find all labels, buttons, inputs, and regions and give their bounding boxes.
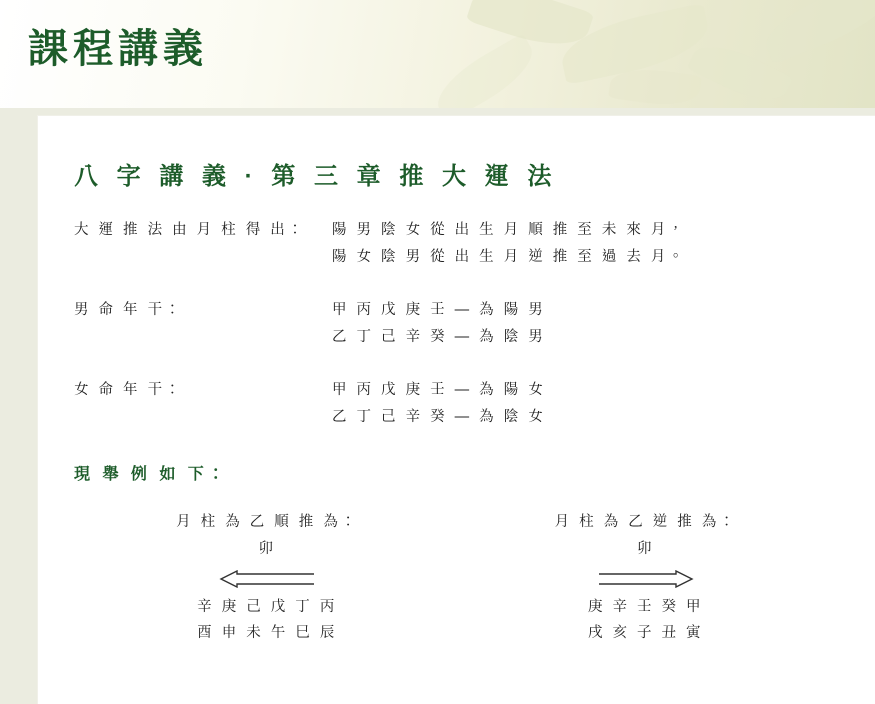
example-stems: 辛 庚 己 戊 丁 丙 bbox=[197, 599, 338, 615]
document-title: 八 字 講 義 · 第 三 章 推 大 運 法 bbox=[74, 163, 558, 190]
leaf-decoration-icon bbox=[757, 0, 875, 65]
definition-label: 男 命 年 干： bbox=[74, 302, 183, 318]
definition-line: 甲 丙 戊 庚 壬 — 為 陽 女 bbox=[332, 382, 546, 398]
example-branch: 卯 bbox=[637, 541, 655, 557]
definition-line: 陽 女 陰 男 從 出 生 月 逆 推 至 過 去 月。 bbox=[332, 249, 686, 265]
definition-row bbox=[74, 217, 875, 271]
definition-value bbox=[332, 297, 546, 351]
definition-list bbox=[74, 217, 875, 431]
content-sheet bbox=[38, 116, 875, 704]
definition-line: 甲 丙 戊 庚 壬 — 為 陽 男 bbox=[332, 302, 546, 318]
example-backward bbox=[457, 510, 836, 646]
arrow-right-icon bbox=[457, 564, 836, 594]
definition-value bbox=[332, 377, 546, 431]
leaf-decoration-icon bbox=[427, 33, 542, 108]
definition-line: 乙 丁 己 辛 癸 — 為 陰 男 bbox=[332, 329, 546, 345]
page-background bbox=[0, 108, 875, 704]
example-stems: 庚 辛 壬 癸 甲 bbox=[587, 599, 704, 615]
example-title: 月 柱 為 乙 逆 推 為： bbox=[554, 514, 737, 530]
definition-line: 乙 丁 己 辛 癸 — 為 陰 女 bbox=[332, 409, 546, 425]
definition-value bbox=[332, 217, 686, 271]
arrow-left-icon bbox=[78, 564, 457, 594]
example-branches: 戌 亥 子 丑 寅 bbox=[587, 625, 704, 641]
definition-row bbox=[74, 377, 875, 431]
example-container bbox=[38, 510, 875, 646]
definition-label: 女 命 年 干： bbox=[74, 382, 183, 398]
example-forward bbox=[78, 510, 457, 646]
example-heading: 現 舉 例 如 下： bbox=[74, 466, 228, 483]
example-branch: 卯 bbox=[258, 541, 276, 557]
example-title: 月 柱 為 乙 順 推 為： bbox=[176, 514, 359, 530]
example-branches: 酉 申 未 午 巳 辰 bbox=[197, 625, 338, 641]
definition-label: 大 運 推 法 由 月 柱 得 出： bbox=[74, 222, 306, 238]
definition-line: 陽 男 陰 女 從 出 生 月 順 推 至 未 來 月， bbox=[332, 222, 686, 238]
page-banner bbox=[0, 0, 875, 108]
banner-title: 課程講義 bbox=[28, 27, 208, 71]
definition-row bbox=[74, 297, 875, 351]
